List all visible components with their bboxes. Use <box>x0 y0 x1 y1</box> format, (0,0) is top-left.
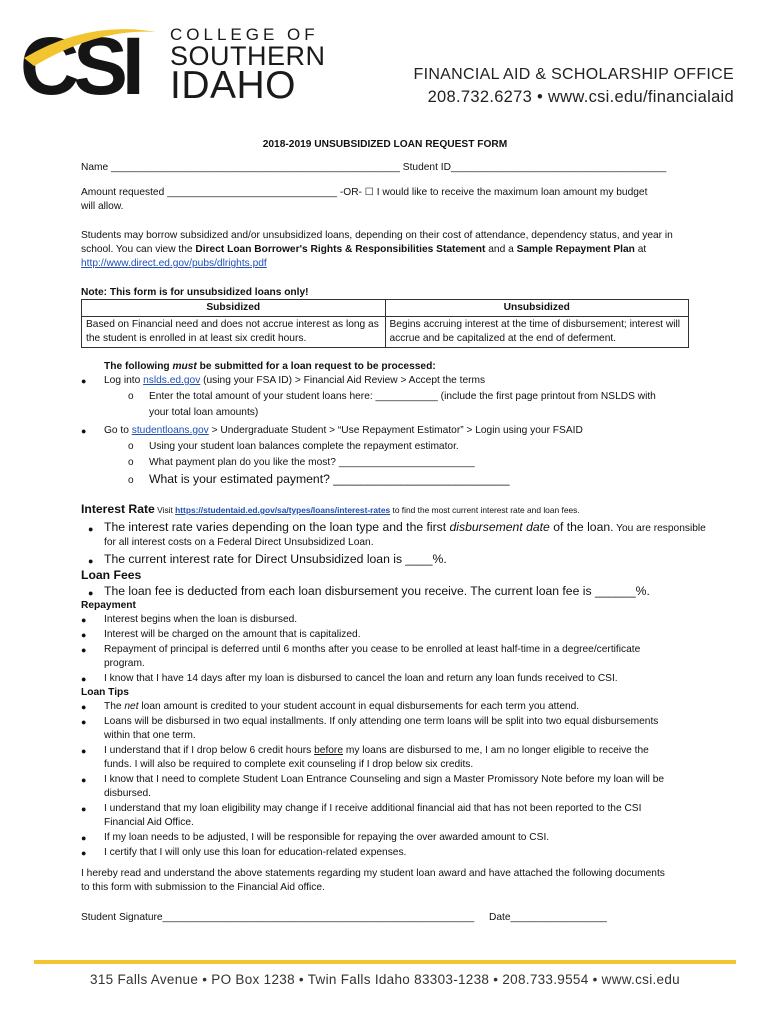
sub-bullet-icon: o <box>128 391 134 402</box>
req-total-loans-field[interactable]: Enter the total amount of your student loans here: ___________ (include the first page printout from NSLDS with <box>149 391 656 402</box>
repayment-heading: Repayment <box>81 600 136 611</box>
logo-southern: SOUTHERN <box>170 41 326 71</box>
repayment-item: I know that I have 14 days after my loan is disbursed to cancel the loan and return any loan funds received to CSI. <box>104 673 618 684</box>
interest-varies <box>104 520 706 536</box>
interest-visit: Visit <box>154 505 176 515</box>
requirements-heading <box>104 360 436 374</box>
tip-drop-credits <box>104 744 649 758</box>
disbursement-date: disbursement date <box>449 520 550 534</box>
loan-comparison-table <box>81 299 689 348</box>
interest-varies-a: The interest rate varies depending on the loan type and the first <box>104 520 450 534</box>
sub-bullet-icon: o <box>128 457 134 468</box>
req-nslds <box>104 374 485 388</box>
bullet-icon: ● <box>88 556 94 566</box>
office-contact: 208.732.6273 • www.csi.edu/financialaid <box>427 88 734 106</box>
req-heading-a: The following <box>104 361 173 372</box>
req-total-loans-cont: your total loan amounts) <box>149 407 259 418</box>
tip-installments: Loans will be disbursed in two equal installments. If only attending one term loans will be split into two equal disbursements <box>104 716 659 727</box>
office-name: FINANCIAL AID & SCHOLARSHIP OFFICE <box>413 66 734 83</box>
closing-line-1: I hereby read and understand the above statements regarding my student loan award and have attached the following documents <box>81 868 665 879</box>
interest-rate-field[interactable]: The current interest rate for Direct Unsubsidized loan is ____%. <box>104 552 447 566</box>
unsubsidized-header: Unsubsidized <box>385 300 689 317</box>
sub-bullet-icon: o <box>128 475 134 486</box>
form-title: 2018-2019 UNSUBSIDIZED LOAN REQUEST FORM <box>262 139 508 150</box>
amount-requested-cont: will allow. <box>81 201 124 212</box>
bullet-icon: ● <box>81 615 87 625</box>
csi-swoosh-logo-icon <box>18 18 168 104</box>
bullet-icon: ● <box>81 645 87 655</box>
bullet-icon: ● <box>81 630 87 640</box>
interest-heading-line <box>81 502 580 518</box>
logo-wordmark <box>170 25 326 107</box>
footer-address: 315 Falls Avenue • PO Box 1238 • Twin Falls Idaho 83303-1238 • 208.733.9554 • www.csi.edu <box>90 972 680 987</box>
date-field[interactable]: Date_________________ <box>489 912 607 923</box>
logo-idaho: IDAHO <box>170 64 297 107</box>
tip-counseling: I know that I need to complete Student Loan Entrance Counseling and sign a Master Promissory Note before my loan will be <box>104 774 665 785</box>
intro-at: at <box>634 244 647 255</box>
unsubsidized-description: Begins accruing interest at the time of disbursement; interest will accrue and be capitalized at the end of deferment. <box>385 317 689 348</box>
interest-after-link: to find the most current interest rate and loan fees. <box>390 505 580 515</box>
tip-eligibility-cont: Financial Aid Office. <box>104 817 194 828</box>
intro-line-2 <box>81 243 646 257</box>
repayment-item: Repayment of principal is deferred until 6 months after you cease to be enrolled at least half-time in a degree/certificate <box>104 644 641 655</box>
interest-rates-link[interactable]: https://studentaid.ed.gov/sa/types/loans/interest-rates <box>175 505 391 515</box>
tip1-a: The <box>104 701 125 712</box>
req-nslds-a: Log into <box>104 375 144 386</box>
interest-varies-c: of the loan. <box>549 520 614 534</box>
loan-tips-heading: Loan Tips <box>81 687 129 698</box>
closing-line-2: to this form with submission to the Financial Aid office. <box>81 882 325 893</box>
unsubsidized-note: Note: This form is for unsubsidized loans only! <box>81 287 309 298</box>
req-sl-a: Go to <box>104 425 132 436</box>
intro-line-1: Students may borrow subsidized and/or unsubsidized loans, depending on their cost of attendance, dependency status, and year in <box>81 230 673 241</box>
tip1-net: net <box>124 701 139 712</box>
sub-bullet-icon: o <box>128 441 134 452</box>
logo-college-of: COLLEGE OF <box>170 25 319 44</box>
tip3-c: my loans are disbursed to me, I am no longer eligible to receive the <box>343 745 649 756</box>
interest-costs: for all interest costs on a Federal Direct Unsubsidized Loan. <box>104 537 374 548</box>
student-signature-field[interactable]: Student Signature_______________________________________________________ <box>81 912 475 923</box>
tip3-a: I understand that if I drop below 6 credit hours <box>104 745 315 756</box>
subsidized-header: Subsidized <box>82 300 386 317</box>
dlrights-link[interactable]: http://www.direct.ed.gov/pubs/dlrights.pdf <box>81 258 267 269</box>
tip-installments-cont: within that one term. <box>104 730 196 741</box>
footer-divider <box>34 960 736 964</box>
nslds-link[interactable]: nslds.ed.gov <box>143 375 201 386</box>
repayment-item-cont: program. <box>104 658 145 669</box>
rights-statement: Direct Loan Borrower's Rights & Responsibilities Statement <box>195 244 486 255</box>
bullet-icon: ● <box>81 376 87 386</box>
studentloans-link[interactable]: studentloans.gov <box>131 425 209 436</box>
name-student-id-field[interactable]: Name ___________________________________________________ Student ID______________________________________ <box>81 162 667 173</box>
req-estimated-payment-field[interactable]: What is your estimated payment? __________________________ <box>149 472 510 486</box>
bullet-icon: ● <box>81 674 87 684</box>
interest-responsible: You are responsible <box>613 523 706 534</box>
req-heading-must: must <box>172 361 197 372</box>
tip1-c: loan amount is credited to your student account in equal disbursements for each term you attend. <box>138 701 580 712</box>
bullet-icon: ● <box>81 848 87 858</box>
req-payment-plan-field[interactable]: What payment plan do you like the most? ________________________ <box>149 457 475 468</box>
bullet-icon: ● <box>81 775 87 785</box>
loan-fees-heading: Loan Fees <box>81 568 142 582</box>
tip-net-amount <box>104 700 579 714</box>
interest-heading: Interest Rate <box>81 502 155 516</box>
tip-certify: I certify that I will only use this loan for education-related expenses. <box>104 847 407 858</box>
logo-mark: CSI <box>20 21 139 104</box>
bullet-icon: ● <box>81 804 87 814</box>
sample-repayment-plan: Sample Repayment Plan <box>516 244 635 255</box>
amount-requested-field[interactable]: Amount requested ______________________________ -OR- ☐ I would like to receive the maximum loan amount my budget <box>81 187 648 198</box>
bullet-icon: ● <box>81 426 87 436</box>
req-estimator: Using your student loan balances complete the repayment estimator. <box>149 441 459 452</box>
repayment-item: Interest begins when the loan is disbursed. <box>104 614 298 625</box>
req-studentloans <box>104 424 583 438</box>
bullet-icon: ● <box>81 833 87 843</box>
csi-logo <box>18 18 326 108</box>
intro-text: school. You can view the <box>81 244 196 255</box>
req-heading-c: be submitted for a loan request to be processed: <box>196 361 436 372</box>
bullet-icon: ● <box>88 588 94 598</box>
bullet-icon: ● <box>81 702 87 712</box>
tip-counseling-cont: disbursed. <box>104 788 152 799</box>
bullet-icon: ● <box>88 524 94 534</box>
tip-adjusted: If my loan needs to be adjusted, I will be responsible for repaying the over awarded amount to CSI. <box>104 832 550 843</box>
subsidized-description: Based on Financial need and does not accrue interest as long as the student is enrolled in at least six credit hours. <box>82 317 386 348</box>
bullet-icon: ● <box>81 717 87 727</box>
bullet-icon: ● <box>81 746 87 756</box>
req-sl-b: > Undergraduate Student > “Use Repayment Estimator” > Login using your FSAID <box>208 425 583 436</box>
loan-fee-field[interactable]: The loan fee is deducted from each loan disbursement you receive. The current loan fee is ______%. <box>104 584 650 598</box>
tip-eligibility: I understand that my loan eligibility may change if I receive additional financial aid that has not been reported to the CSI <box>104 803 642 814</box>
repayment-item: Interest will be charged on the amount that is capitalized. <box>104 629 361 640</box>
tip3-before: before <box>314 745 343 756</box>
tip-drop-credits-cont: funds. I will also be required to complete exit counseling if I drop below six credits. <box>104 759 474 770</box>
intro-and: and a <box>485 244 517 255</box>
req-nslds-b: (using your FSA ID) > Financial Aid Review > Accept the terms <box>200 375 486 386</box>
